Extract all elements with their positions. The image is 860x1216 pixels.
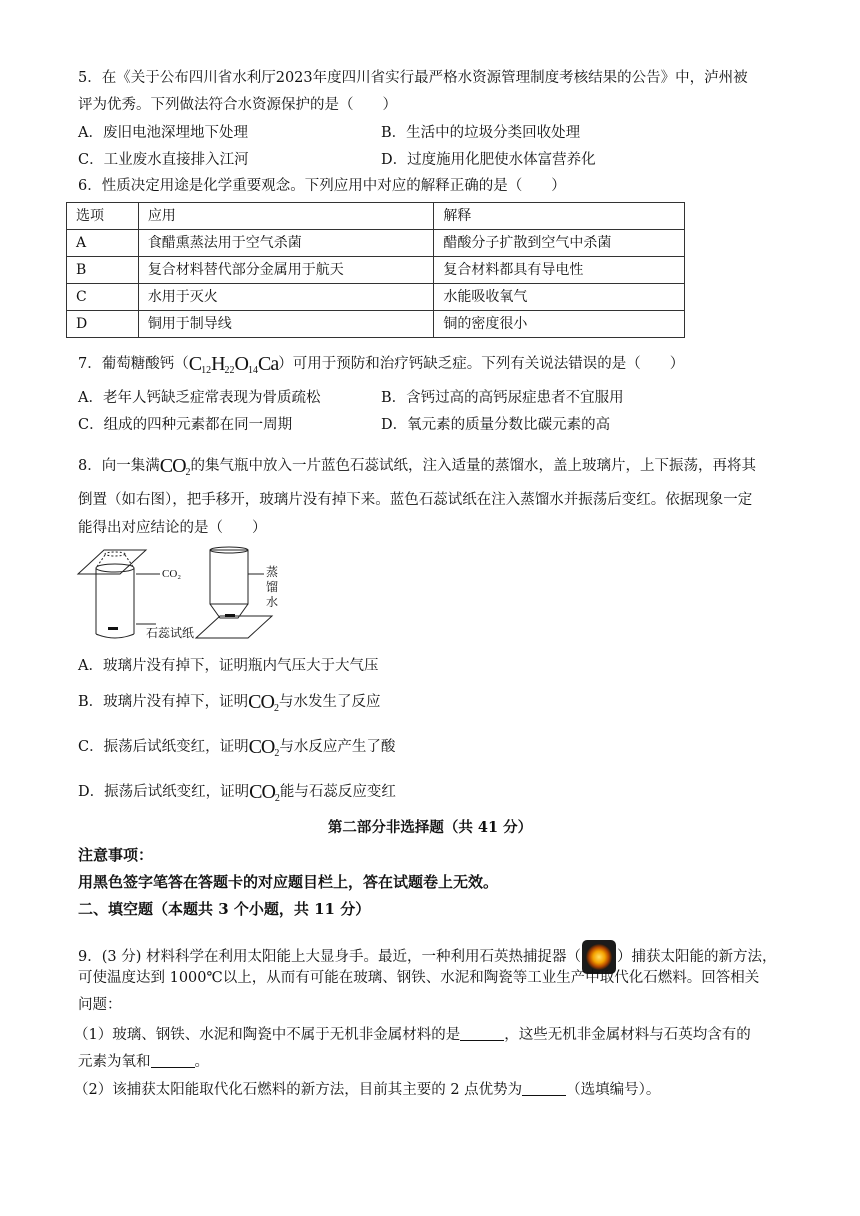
table-cell: 复合材料都具有导电性 xyxy=(434,257,685,284)
table-row xyxy=(67,311,685,338)
q5-option-d: D．过度施用化肥使水体富营养化 xyxy=(381,152,596,168)
q5-option-c: C．工业废水直接排入江河 xyxy=(78,152,249,168)
table-header: 解释 xyxy=(434,203,685,230)
q7-option-a: A．老年人钙缺乏症常表现为骨质疏松 xyxy=(78,390,321,406)
table-cell: B xyxy=(67,257,139,284)
q8-stem-line1: 8．向一集满$CO_2$的集气瓶中放入一片蓝色石蕊试纸，注入适量的蒸馏水，盖上玻璃片，上下振荡，再将其 xyxy=(78,456,782,483)
q7-option-c: C．组成的四种元素都在同一周期 xyxy=(78,417,293,433)
table-header-row xyxy=(67,203,685,230)
q9-sub1-line1: （1）玻璃、钢铁、水泥和陶瓷中不属于无机非金属材料的是 ，这些无机非金属材料与石英均含有的 xyxy=(74,1027,751,1043)
answer-blank[interactable] xyxy=(151,1053,195,1068)
q5-stem-line2: 评为优秀。下列做法符合水资源保护的是（ ） xyxy=(78,97,397,113)
co2-formula: $CO_2$ xyxy=(249,781,280,804)
table-cell: 水能吸收氧气 xyxy=(434,284,685,311)
water-label-3: 水 xyxy=(266,595,279,609)
q8-stem-line3: 能得出对应结论的是（ ） xyxy=(78,520,267,536)
notice-title: 注意事项： xyxy=(78,846,154,864)
q8-stem-line2: 倒置（如右图），把手移开，玻璃片没有掉下来。蓝色石蕊试纸在注入蒸馏水并振荡后变红。依据现象一定 xyxy=(78,492,753,508)
table-header: 应用 xyxy=(138,203,434,230)
q6-table xyxy=(66,202,685,338)
section-heading: 二、填空题（本题共 3 个小题，共 11 分） xyxy=(78,900,371,918)
q5-stem-line1: 5．在《关于公布四川省水利厅2023年度四川省实行最严格水资源管理制度考核结果的公告》中，泸州被 xyxy=(78,70,748,86)
table-row xyxy=(67,230,685,257)
q7-option-d: D．氧元素的质量分数比碳元素的高 xyxy=(381,417,611,433)
q8-option-c: C．振荡后试纸变红，证明$CO_2$与水反应产生了酸 xyxy=(78,737,395,764)
part2-title: 第二部分非选择题（共 41 分） xyxy=(327,819,533,836)
table-header: 选项 xyxy=(67,203,139,230)
water-label-2: 馏 xyxy=(266,580,279,594)
glass-plate xyxy=(78,550,146,574)
co2-formula: $CO_2$ xyxy=(159,455,191,478)
table-cell: A xyxy=(67,230,139,257)
table-row xyxy=(67,284,685,311)
q8-option-b: B．玻璃片没有掉下，证明$CO_2$与水发生了反应 xyxy=(78,692,380,719)
q7-option-b: B．含钙过高的高钙尿症患者不宜服用 xyxy=(381,390,624,406)
calcium-gluconate-formula: $C_{12}H_{22}O_{14}Ca$ xyxy=(188,353,279,376)
co2-formula: $CO_2$ xyxy=(248,736,280,759)
gas-jar-figure xyxy=(74,546,296,646)
q7-stem-prefix: 7．葡萄糖酸钙（ xyxy=(78,356,189,372)
water-label-1: 蒸 xyxy=(266,565,279,579)
notice-body: 用黑色签字笔答在答题卡的对应题目栏上，答在试题卷上无效。 xyxy=(78,873,499,891)
q9-sub1-line2: 元素为氧和 。 xyxy=(78,1054,209,1070)
table-cell: 醋酸分子扩散到空气中杀菌 xyxy=(434,230,685,257)
q7-stem xyxy=(78,354,782,381)
q9-line3: 问题： xyxy=(78,997,122,1013)
q5-option-b: B．生活中的垃圾分类回收处理 xyxy=(381,125,581,141)
q9-sub2: （2）该捕获太阳能取代化石燃料的新方法，目前其主要的 2 点优势为 （选填编号）。 xyxy=(74,1082,661,1098)
q6-stem: 6．性质决定用途是化学重要观念。下列应用中对应的解释正确的是（ ） xyxy=(78,178,566,194)
answer-blank[interactable] xyxy=(460,1026,504,1041)
q5-option-a: A．废旧电池深埋地下处理 xyxy=(78,125,248,141)
co2-label: CO₂ xyxy=(162,568,182,580)
table-row xyxy=(67,257,685,284)
q9-line2: 可使温度达到 1000℃以上，从而有可能在玻璃、钢铁、水泥和陶瓷等工业生产中取代化石燃料。回答相关 xyxy=(78,970,760,986)
table-cell: 食醋熏蒸法用于空气杀菌 xyxy=(138,230,434,257)
co2-formula: $CO_2$ xyxy=(248,691,279,714)
table-cell: D xyxy=(67,311,139,338)
q8-option-d: D．振荡后试纸变红，证明$CO_2$能与石蕊反应变红 xyxy=(78,782,396,809)
table-cell: 复合材料替代部分金属用于航天 xyxy=(138,257,434,284)
table-cell: 铜的密度很小 xyxy=(434,311,685,338)
answer-blank[interactable] xyxy=(522,1081,566,1096)
table-cell: 水用于灭火 xyxy=(138,284,434,311)
litmus-paper-label: 石蕊试纸 xyxy=(146,626,195,640)
q9-line1: 9．(3 分) 材料科学在利用太阳能上大显身手。最近，一种利用石英热捕捉器（ ）捕获太阳能的新方法， xyxy=(78,940,782,974)
table-cell: C xyxy=(67,284,139,311)
q8-option-a: A．玻璃片没有掉下，证明瓶内气压大于大气压 xyxy=(78,658,379,674)
q7-stem-suffix: ）可用于预防和治疗钙缺乏症。下列有关说法错误的是（ ） xyxy=(278,356,685,372)
table-cell: 铜用于制导线 xyxy=(138,311,434,338)
